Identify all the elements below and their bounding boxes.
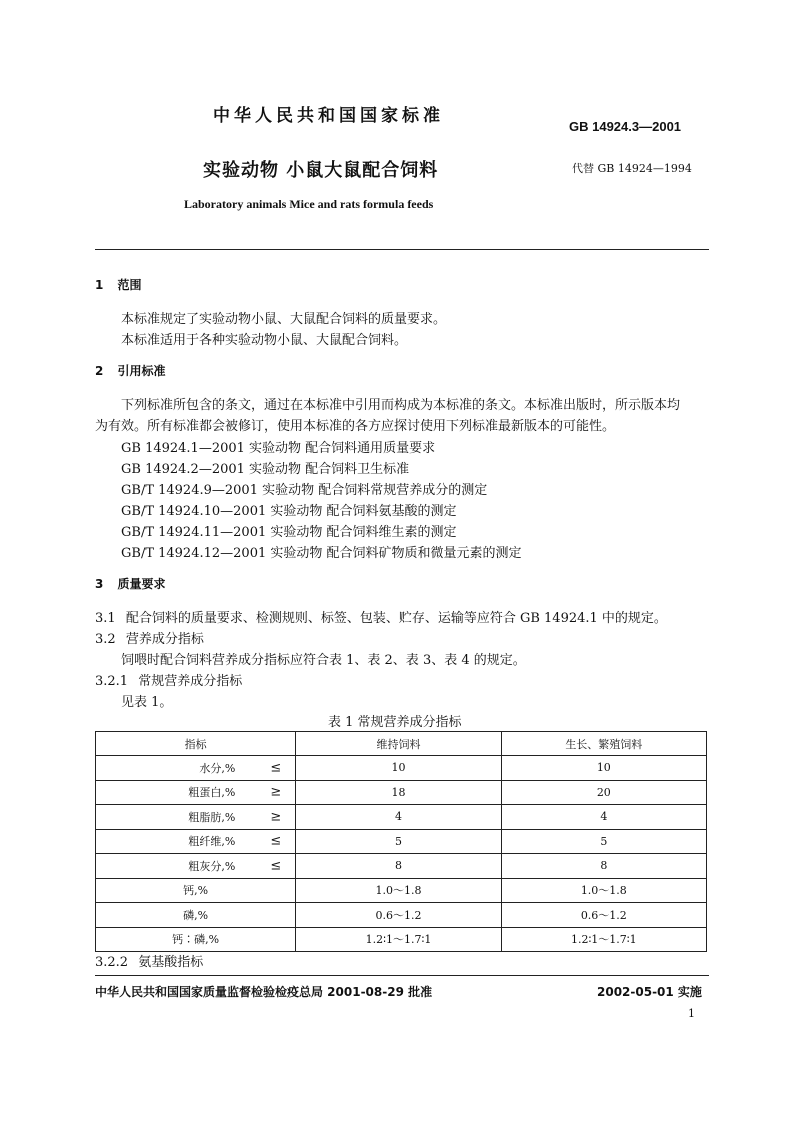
section-number: 2 bbox=[95, 364, 104, 378]
indicator-name: 粗脂肪,% bbox=[188, 810, 236, 824]
reference-item: GB/T 14924.11—2001 实验动物 配合饲料维生素的测定 bbox=[121, 525, 457, 540]
header-rule bbox=[95, 249, 709, 250]
table-row bbox=[96, 829, 707, 854]
indicator-cell bbox=[96, 903, 296, 928]
clause-3-1 bbox=[95, 607, 667, 626]
clause-3-2-2 bbox=[95, 951, 203, 970]
table-row bbox=[96, 756, 707, 781]
clause-3-2 bbox=[95, 628, 204, 647]
maintenance-value: 10 bbox=[296, 756, 501, 781]
table-row bbox=[96, 805, 707, 830]
footer-rule bbox=[95, 975, 709, 976]
comparison-operator: ≤ bbox=[270, 760, 282, 776]
indicator-name: 水分,% bbox=[199, 761, 236, 775]
section-2-heading bbox=[95, 362, 166, 379]
maintenance-value: 1.2∶1～1.7∶1 bbox=[296, 927, 501, 952]
indicator-cell bbox=[96, 854, 296, 879]
maintenance-value: 8 bbox=[296, 854, 501, 879]
title-english: Laboratory animals Mice and rats formula feeds bbox=[184, 197, 434, 211]
paragraph: 本标准规定了实验动物小鼠、大鼠配合饲料的质量要求。 bbox=[121, 312, 447, 327]
paragraph: 本标准适用于各种实验动物小鼠、大鼠配合饲料。 bbox=[121, 333, 408, 348]
growth-breeding-value: 8 bbox=[501, 854, 706, 879]
table-row bbox=[96, 927, 707, 952]
growth-breeding-value: 10 bbox=[501, 756, 706, 781]
maintenance-value: 1.0～1.8 bbox=[296, 878, 501, 903]
comparison-operator: ≤ bbox=[270, 858, 282, 874]
table-header-row bbox=[96, 732, 707, 756]
indicator-cell bbox=[96, 878, 296, 903]
reference-item: GB 14924.2—2001 实验动物 配合饲料卫生标准 bbox=[121, 462, 410, 477]
paragraph: 见表 1。 bbox=[121, 695, 173, 710]
indicator-name: 粗蛋白,% bbox=[188, 786, 236, 800]
indicator-cell bbox=[96, 927, 296, 952]
indicator-name: 粗纤维,% bbox=[188, 835, 236, 849]
replaces-note: 代替 GB 14924—1994 bbox=[572, 162, 692, 175]
reference-item: GB/T 14924.10—2001 实验动物 配合饲料氨基酸的测定 bbox=[121, 504, 457, 519]
growth-breeding-value: 0.6～1.2 bbox=[501, 903, 706, 928]
growth-breeding-value: 20 bbox=[501, 780, 706, 805]
issuing-org: 中华人民共和国国家标准 bbox=[213, 106, 444, 126]
growth-breeding-value: 4 bbox=[501, 805, 706, 830]
section-number: 1 bbox=[95, 278, 104, 292]
reference-item: GB 14924.1—2001 实验动物 配合饲料通用质量要求 bbox=[121, 441, 436, 456]
effective-date: 2002-05-01 实施 bbox=[597, 985, 702, 999]
column-header: 指标 bbox=[96, 732, 296, 756]
clause-text: 配合饲料的质量要求、检测规则、标签、包装、贮存、运输等应符合 GB 14924.1 中的规定。 bbox=[125, 611, 667, 626]
table-caption: 表 1 常规营养成分指标 bbox=[328, 715, 462, 730]
section-3-heading bbox=[95, 575, 166, 592]
reference-item: GB/T 14924.9—2001 实验动物 配合饲料常规营养成分的测定 bbox=[121, 483, 488, 498]
column-header: 生长、繁殖饲料 bbox=[501, 732, 706, 756]
clause-number: 3.2.2 bbox=[95, 955, 129, 970]
comparison-operator: ≥ bbox=[270, 809, 282, 825]
paragraph: 下列标准所包含的条文，通过在本标准中引用而构成为本标准的条文。本标准出版时，所示版本均 bbox=[121, 398, 681, 413]
growth-breeding-value: 1.0～1.8 bbox=[501, 878, 706, 903]
indicator-name: 粗灰分,% bbox=[188, 859, 236, 873]
section-number: 3 bbox=[95, 577, 104, 591]
maintenance-value: 18 bbox=[296, 780, 501, 805]
column-header: 维持饲料 bbox=[296, 732, 501, 756]
title-chinese: 实验动物 小鼠大鼠配合饲料 bbox=[203, 160, 439, 181]
indicator-cell bbox=[96, 829, 296, 854]
growth-breeding-value: 5 bbox=[501, 829, 706, 854]
indicator-name: 磷,% bbox=[183, 908, 209, 922]
maintenance-value: 4 bbox=[296, 805, 501, 830]
clause-number: 3.2 bbox=[95, 632, 116, 647]
clause-3-2-1 bbox=[95, 670, 242, 689]
comparison-operator: ≤ bbox=[270, 833, 282, 849]
indicator-cell bbox=[96, 756, 296, 781]
standard-number: GB 14924.3—2001 bbox=[569, 119, 682, 134]
paragraph: 为有效。所有标准都会被修订，使用本标准的各方应探讨使用下列标准最新版本的可能性。 bbox=[95, 419, 616, 434]
clause-title: 氨基酸指标 bbox=[138, 955, 204, 970]
nutrition-table bbox=[95, 731, 707, 952]
indicator-name: 钙,% bbox=[183, 884, 209, 898]
section-title: 质量要求 bbox=[117, 577, 166, 591]
page-number: 1 bbox=[688, 1007, 695, 1020]
table-row bbox=[96, 854, 707, 879]
comparison-operator: ≥ bbox=[270, 784, 282, 800]
maintenance-value: 0.6～1.2 bbox=[296, 903, 501, 928]
clause-title: 营养成分指标 bbox=[125, 632, 204, 647]
indicator-name: 钙∶磷,% bbox=[172, 933, 220, 947]
maintenance-value: 5 bbox=[296, 829, 501, 854]
clause-title: 常规营养成分指标 bbox=[138, 674, 243, 689]
section-title: 引用标准 bbox=[117, 364, 166, 378]
clause-number: 3.1 bbox=[95, 611, 116, 626]
indicator-cell bbox=[96, 780, 296, 805]
section-1-heading bbox=[95, 276, 142, 293]
indicator-cell bbox=[96, 805, 296, 830]
growth-breeding-value: 1.2∶1～1.7∶1 bbox=[501, 927, 706, 952]
section-title: 范围 bbox=[117, 278, 142, 292]
paragraph: 饲喂时配合饲料营养成分指标应符合表 1、表 2、表 3、表 4 的规定。 bbox=[121, 653, 526, 668]
table-row bbox=[96, 878, 707, 903]
reference-item: GB/T 14924.12—2001 实验动物 配合饲料矿物质和微量元素的测定 bbox=[121, 546, 522, 561]
table-row bbox=[96, 903, 707, 928]
clause-number: 3.2.1 bbox=[95, 674, 129, 689]
table-row bbox=[96, 780, 707, 805]
approval-note: 中华人民共和国国家质量监督检验检疫总局 2001-08-29 批准 bbox=[95, 985, 433, 999]
